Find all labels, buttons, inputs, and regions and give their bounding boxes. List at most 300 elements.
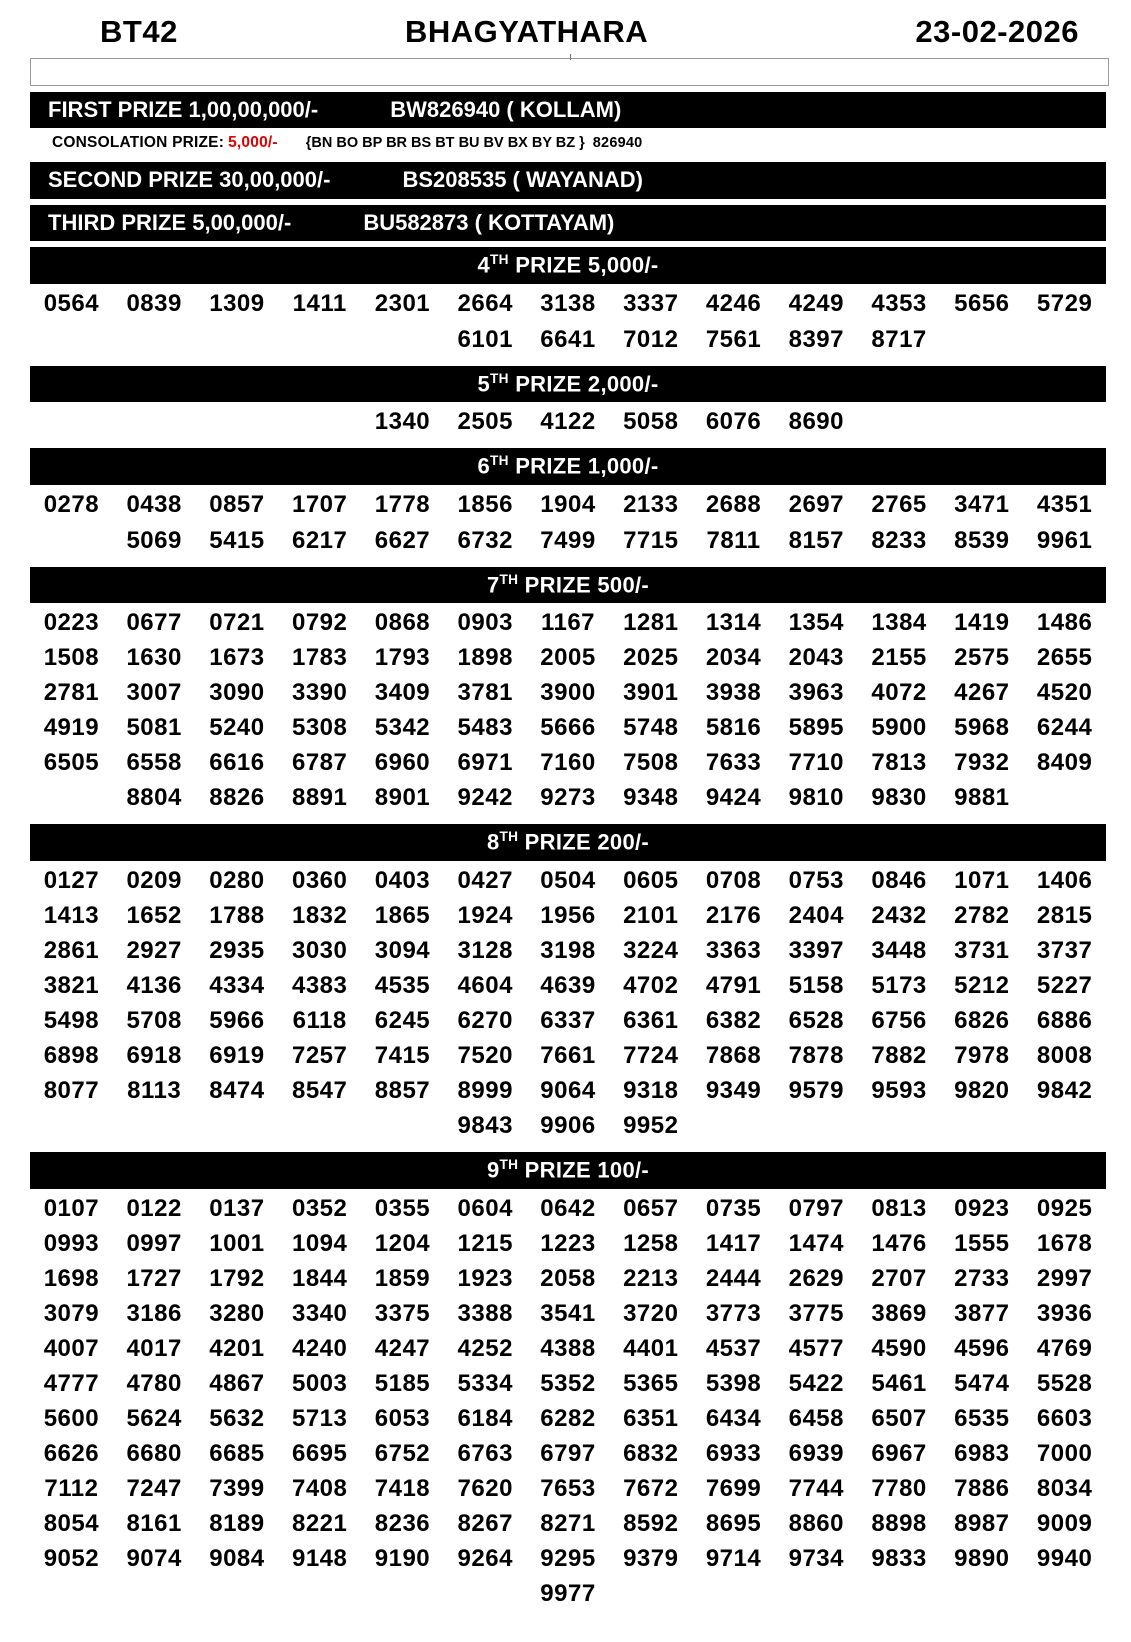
prize-number: 4537	[705, 1334, 762, 1362]
prize-number: 1778	[374, 490, 431, 518]
fifth-prize-bar	[30, 366, 1106, 403]
prize-number: 3781	[457, 679, 513, 707]
prize-number: 7868	[705, 1042, 762, 1070]
seventh-prize-title-pre: 7	[486, 572, 500, 598]
prize-number: 5415	[209, 526, 265, 554]
prize-number: 5729	[1036, 289, 1093, 317]
prize-number: 2133	[623, 490, 679, 518]
prize-number: 3877	[954, 1299, 1010, 1327]
prize-number: 9881	[954, 784, 1010, 812]
prize-number: 8236	[374, 1509, 431, 1537]
second-prize-number: BS208535 ( WAYANAD)	[402, 167, 643, 193]
prize-number: 5069	[126, 526, 182, 554]
prize-number: 6756	[871, 1007, 927, 1035]
prize-number: 1417	[705, 1229, 762, 1257]
prize-number: 5240	[209, 714, 265, 742]
prize-number: 5352	[540, 1369, 596, 1397]
prize-number: 3541	[540, 1299, 596, 1327]
prize-number: 0813	[871, 1194, 927, 1222]
prize-number: 8054	[43, 1509, 100, 1537]
prize-number: 2155	[871, 644, 927, 672]
prize-number: 0903	[457, 609, 513, 637]
seventh-prize-numbers	[30, 603, 1106, 818]
sixth-prize-bar	[30, 448, 1106, 485]
prize-number: 4590	[871, 1334, 927, 1362]
prize-number: 4604	[457, 972, 513, 1000]
prize-number: 1508	[43, 644, 100, 672]
prize-number: 7508	[623, 749, 679, 777]
prize-number: 8539	[954, 526, 1010, 554]
prize-number: 0427	[457, 867, 513, 895]
prize-number: 4577	[788, 1334, 844, 1362]
prize-number: 4639	[540, 972, 596, 1000]
prize-number: 3138	[540, 289, 596, 317]
ninth-prize-bar	[30, 1152, 1106, 1189]
prize-number: 0753	[788, 867, 844, 895]
prize-number: 1474	[788, 1229, 844, 1257]
third-prize-bar	[30, 205, 1106, 241]
prize-number: 6558	[126, 749, 182, 777]
prize-number: 0721	[209, 609, 265, 637]
prize-number: 4353	[871, 289, 927, 317]
prize-number: 0604	[457, 1194, 513, 1222]
prize-number: 6933	[705, 1439, 762, 1467]
consolation-number: 826940	[592, 135, 643, 152]
prize-number: 5212	[954, 972, 1010, 1000]
prize-number: 2927	[126, 937, 182, 965]
sixth-prize-numbers	[30, 485, 1106, 561]
prize-number: 5461	[871, 1369, 927, 1397]
prize-number: 1223	[540, 1229, 596, 1257]
prize-number: 8999	[457, 1077, 513, 1105]
prize-number: 8592	[623, 1509, 679, 1537]
prize-number: 3471	[954, 490, 1010, 518]
prize-number: 6603	[1036, 1404, 1093, 1432]
prize-number: 9379	[623, 1544, 679, 1572]
prize-number: 3224	[623, 937, 679, 965]
prize-number: 1859	[374, 1264, 431, 1292]
prize-number: 8474	[209, 1077, 265, 1105]
prize-number: 4122	[540, 408, 596, 436]
prize-number: 0438	[126, 490, 182, 518]
prize-number: 3198	[540, 937, 596, 965]
prize-number: 9242	[457, 784, 513, 812]
prize-number: 0127	[43, 867, 100, 895]
prize-number: 3375	[374, 1299, 431, 1327]
prize-number: 1832	[291, 902, 348, 930]
prize-number: 5003	[291, 1369, 348, 1397]
lottery-code: BT42	[100, 14, 178, 49]
prize-number: 5308	[291, 714, 348, 742]
fifth-prize-grid	[30, 402, 1106, 440]
prize-number: 4520	[1036, 679, 1093, 707]
consolation-series: {BN BO BP BR BS BT BU BV BX BY BZ }	[305, 135, 585, 152]
prize-number: 1727	[126, 1264, 182, 1292]
prize-number: 6918	[126, 1042, 182, 1070]
prize-number: 9148	[291, 1544, 348, 1572]
prize-number: 1167	[540, 609, 596, 637]
prize-number: 3340	[291, 1299, 348, 1327]
prize-number: 1215	[457, 1229, 513, 1257]
prize-number: 7520	[457, 1042, 513, 1070]
prize-number: 7247	[126, 1474, 182, 1502]
prize-number: 4252	[457, 1334, 513, 1362]
prize-number: 0923	[954, 1194, 1010, 1222]
prize-number: 6886	[1036, 1007, 1093, 1035]
prize-number: 5483	[457, 714, 513, 742]
results-content	[0, 92, 1131, 1642]
prize-number: 0657	[623, 1194, 679, 1222]
prize-number: 8397	[788, 325, 844, 353]
prize-number: 9843	[457, 1112, 513, 1140]
prize-number: 4596	[954, 1334, 1010, 1362]
prize-number: 9052	[43, 1544, 100, 1572]
prize-number: 5528	[1036, 1369, 1093, 1397]
prize-number: 0122	[126, 1194, 182, 1222]
prize-number: 2058	[540, 1264, 596, 1292]
prize-number: 2815	[1036, 902, 1093, 930]
prize-number: 6939	[788, 1439, 844, 1467]
prize-number: 6528	[788, 1007, 844, 1035]
prize-number: 0642	[540, 1194, 596, 1222]
eighth-prize-title-sup: TH	[499, 829, 519, 845]
prize-number: 1309	[209, 289, 265, 317]
prize-number: 9295	[540, 1544, 596, 1572]
prize-number: 1652	[126, 902, 182, 930]
prize-number: 7112	[44, 1474, 99, 1502]
prize-number: 9890	[954, 1544, 1010, 1572]
prize-number: 5474	[954, 1369, 1010, 1397]
prize-number: 9273	[540, 784, 596, 812]
prize-number: 6184	[457, 1404, 513, 1432]
prize-number: 9906	[540, 1112, 596, 1140]
prize-number: 8409	[1036, 749, 1093, 777]
prize-number: 7780	[871, 1474, 927, 1502]
prize-number: 7978	[954, 1042, 1010, 1070]
prize-number: 4017	[126, 1334, 182, 1362]
prize-number: 0209	[126, 867, 182, 895]
prize-number: 5365	[623, 1369, 679, 1397]
sixth-prize-title-sup: TH	[490, 453, 509, 469]
prize-number: 7399	[209, 1474, 265, 1502]
prize-number: 1406	[1036, 867, 1093, 895]
prize-number: 7012	[623, 325, 679, 353]
prize-number: 1630	[126, 644, 182, 672]
prize-number: 6337	[540, 1007, 596, 1035]
prize-number: 0360	[291, 867, 348, 895]
prize-number: 9084	[209, 1544, 265, 1572]
prize-number: 7415	[374, 1042, 431, 1070]
prize-number: 2629	[788, 1264, 844, 1292]
prize-number: 6898	[43, 1042, 100, 1070]
prize-number: 5058	[623, 408, 679, 436]
prize-number: 1281	[623, 609, 679, 637]
prize-number: 7811	[706, 526, 761, 554]
prize-number: 2432	[871, 902, 927, 930]
prize-number: 5185	[374, 1369, 431, 1397]
prize-number: 4702	[623, 972, 679, 1000]
prize-number: 1071	[954, 867, 1010, 895]
prize-number: 4007	[43, 1334, 100, 1362]
prize-number: 4919	[43, 714, 100, 742]
prize-number: 1865	[374, 902, 431, 930]
prize-number: 2697	[788, 490, 844, 518]
prize-number: 6076	[705, 408, 762, 436]
prize-number: 8271	[540, 1509, 596, 1537]
prize-number: 8267	[457, 1509, 513, 1537]
prize-number: 3007	[126, 679, 182, 707]
prize-number: 4334	[209, 972, 265, 1000]
consolation-label: CONSOLATION PRIZE	[52, 134, 219, 152]
prize-number: 0792	[291, 609, 348, 637]
prize-number: 6245	[374, 1007, 431, 1035]
prize-number: 9734	[788, 1544, 844, 1572]
prize-number: 0997	[126, 1229, 182, 1257]
prize-number: 1707	[291, 490, 348, 518]
prize-number: 2781	[43, 679, 100, 707]
prize-number: 1419	[954, 609, 1010, 637]
fourth-prize-title-pre: 4	[477, 252, 491, 278]
prize-number: 1924	[457, 902, 513, 930]
prize-number: 9952	[623, 1112, 679, 1140]
prize-number: 7653	[540, 1474, 596, 1502]
prize-number: 6382	[705, 1007, 762, 1035]
prize-number: 9940	[1036, 1544, 1093, 1572]
prize-number: 2688	[705, 490, 762, 518]
prize-number: 4240	[291, 1334, 348, 1362]
prize-number: 1844	[291, 1264, 348, 1292]
prize-number: 8898	[871, 1509, 927, 1537]
prize-number: 6616	[209, 749, 265, 777]
prize-number: 8161	[126, 1509, 182, 1537]
prize-number: 1001	[209, 1229, 265, 1257]
prize-number: 8901	[374, 784, 431, 812]
prize-number: 3390	[291, 679, 348, 707]
prize-number: 4383	[291, 972, 348, 1000]
prize-number: 5600	[43, 1404, 100, 1432]
prize-number: 6971	[457, 749, 513, 777]
prize-number: 6797	[540, 1439, 596, 1467]
prize-number: 9977	[540, 1579, 596, 1607]
prize-number: 1793	[374, 644, 431, 672]
prize-number: 2782	[954, 902, 1010, 930]
prize-number: 7160	[540, 749, 596, 777]
prize-number: 1904	[540, 490, 596, 518]
prize-number: 0708	[705, 867, 762, 895]
prize-number: 4791	[705, 972, 762, 1000]
prize-number: 3030	[291, 937, 348, 965]
prize-number: 0993	[43, 1229, 100, 1257]
prize-number: 3821	[43, 972, 100, 1000]
lottery-title: BHAGYATHARA	[405, 14, 649, 49]
eighth-prize-numbers	[30, 861, 1106, 1146]
prize-number: 6351	[623, 1404, 679, 1432]
prize-number: 3775	[788, 1299, 844, 1327]
prize-number: 3731	[954, 937, 1010, 965]
prize-number: 7878	[788, 1042, 844, 1070]
prize-number: 6458	[788, 1404, 844, 1432]
prize-number: 3720	[623, 1299, 679, 1327]
sixth-prize-title-pre: 6	[477, 453, 491, 479]
prize-number: 6507	[871, 1404, 927, 1432]
prize-number: 3936	[1036, 1299, 1093, 1327]
eighth-prize-title-pre: 8	[486, 829, 500, 855]
prize-number: 8189	[209, 1509, 265, 1537]
prize-number: 3409	[374, 679, 431, 707]
prize-number: 4201	[209, 1334, 265, 1362]
fourth-prize-numbers	[30, 284, 1106, 360]
prize-number: 7000	[1036, 1439, 1093, 1467]
ninth-prize-title-sup: TH	[499, 1157, 519, 1173]
prize-number: 3737	[1036, 937, 1093, 965]
prize-number: 7710	[788, 749, 844, 777]
prize-number: 1678	[1036, 1229, 1093, 1257]
prize-number: 4769	[1036, 1334, 1093, 1362]
prize-number: 1856	[457, 490, 513, 518]
prize-number: 2101	[623, 902, 679, 930]
prize-number: 7620	[457, 1474, 513, 1502]
prize-number: 3186	[126, 1299, 182, 1327]
prize-number: 1204	[374, 1229, 431, 1257]
prize-number: 8221	[291, 1509, 348, 1537]
prize-number: 6787	[291, 749, 348, 777]
prize-number: 5342	[374, 714, 431, 742]
prize-number: 6505	[43, 749, 100, 777]
prize-number: 4777	[43, 1369, 100, 1397]
seventh-prize-title-post: PRIZE 500/-	[518, 572, 650, 598]
prize-number: 8690	[788, 408, 844, 436]
prize-number: 7661	[540, 1042, 596, 1070]
prize-number: 7932	[954, 749, 1010, 777]
sixth-prize-title-post: PRIZE 1,000/-	[508, 453, 659, 479]
prize-number: 4867	[209, 1369, 265, 1397]
prize-number: 6752	[374, 1439, 431, 1467]
prize-number: 6641	[540, 325, 596, 353]
prize-number: 0107	[43, 1194, 100, 1222]
prize-number: 8857	[374, 1077, 431, 1105]
prize-number: 2655	[1036, 644, 1093, 672]
seventh-prize-bar	[30, 567, 1106, 604]
sixth-prize-grid	[30, 485, 1106, 559]
prize-number: 5422	[788, 1369, 844, 1397]
eighth-prize-bar	[30, 824, 1106, 861]
prize-number: 2664	[457, 289, 513, 317]
prize-number: 5498	[43, 1007, 100, 1035]
prize-number: 2043	[788, 644, 844, 672]
prize-number: 1788	[209, 902, 265, 930]
fifth-prize-title-post: PRIZE 2,000/-	[508, 370, 659, 396]
prize-number: 6282	[540, 1404, 596, 1432]
fifth-prize-numbers	[30, 402, 1106, 442]
prize-number: 6967	[871, 1439, 927, 1467]
prize-number: 7882	[871, 1042, 927, 1070]
prize-number: 8034	[1036, 1474, 1093, 1502]
prize-number: 1923	[457, 1264, 513, 1292]
prize-number: 3901	[623, 679, 679, 707]
prize-number: 3363	[705, 937, 762, 965]
prize-number: 9593	[871, 1077, 927, 1105]
prize-number: 1411	[292, 289, 347, 317]
prize-number: 8860	[788, 1509, 844, 1537]
prize-number: 9842	[1036, 1077, 1093, 1105]
consolation-amount: 5,000/-	[228, 134, 278, 152]
third-prize-label: THIRD PRIZE 5,00,000/-	[48, 209, 292, 235]
prize-number: 2575	[954, 644, 1010, 672]
prize-number: 5632	[209, 1404, 265, 1432]
prize-number: 4351	[1036, 490, 1093, 518]
prize-number: 2213	[623, 1264, 679, 1292]
prize-number: 6826	[954, 1007, 1010, 1035]
prize-number: 3337	[623, 289, 679, 317]
prize-number: 1354	[788, 609, 844, 637]
prize-number: 5624	[126, 1404, 182, 1432]
second-prize-bar	[30, 162, 1106, 198]
prize-number: 0925	[1036, 1194, 1093, 1222]
prize-number: 1555	[954, 1229, 1010, 1257]
prize-number: 6695	[291, 1439, 348, 1467]
prize-number: 5173	[871, 972, 927, 1000]
footer-spacer	[30, 1614, 1106, 1642]
prize-number: 6983	[954, 1439, 1010, 1467]
prize-number: 5816	[705, 714, 762, 742]
prize-number: 3869	[871, 1299, 927, 1327]
prize-number: 7672	[623, 1474, 679, 1502]
prize-number: 6270	[457, 1007, 513, 1035]
prize-number: 4267	[954, 679, 1010, 707]
prize-number: 3448	[871, 937, 927, 965]
prize-number: 2733	[954, 1264, 1010, 1292]
prize-number: 0839	[126, 289, 182, 317]
first-prize-label: FIRST PRIZE 1,00,00,000/-	[48, 97, 319, 122]
prize-number: 3079	[43, 1299, 100, 1327]
prize-number: 8717	[871, 325, 927, 353]
prize-number: 4247	[374, 1334, 431, 1362]
prize-number: 6053	[374, 1404, 431, 1432]
prize-number: 0278	[43, 490, 100, 518]
prize-number: 5158	[788, 972, 844, 1000]
prize-number: 3280	[209, 1299, 265, 1327]
eighth-prize-grid	[30, 861, 1106, 1144]
prize-number: 6763	[457, 1439, 513, 1467]
prize-number: 4136	[126, 972, 182, 1000]
prize-number: 9424	[705, 784, 762, 812]
prize-number: 3388	[457, 1299, 513, 1327]
prize-number: 5708	[126, 1007, 182, 1035]
prize-number: 5334	[457, 1369, 513, 1397]
prize-number: 7744	[788, 1474, 844, 1502]
prize-number: 9064	[540, 1077, 596, 1105]
seventh-prize-title-sup: TH	[499, 571, 519, 587]
prize-number: 3397	[788, 937, 844, 965]
prize-number: 3090	[209, 679, 265, 707]
prize-number: 6244	[1036, 714, 1093, 742]
prize-number: 5666	[540, 714, 596, 742]
fourth-prize-title-post: PRIZE 5,000/-	[508, 252, 659, 278]
prize-number: 4780	[126, 1369, 182, 1397]
blank-input-box[interactable]	[30, 58, 1109, 86]
prize-number: 7257	[291, 1042, 348, 1070]
ninth-prize-title-post: PRIZE 100/-	[518, 1157, 650, 1183]
prize-number: 4249	[788, 289, 844, 317]
prize-number: 8804	[126, 784, 182, 812]
prize-number: 0564	[43, 289, 100, 317]
prize-number: 3900	[540, 679, 596, 707]
prize-number: 9810	[788, 784, 844, 812]
prize-number: 1384	[871, 609, 927, 637]
prize-number: 0846	[871, 867, 927, 895]
fifth-prize-title-pre: 5	[477, 370, 491, 396]
prize-number: 8233	[871, 526, 927, 554]
